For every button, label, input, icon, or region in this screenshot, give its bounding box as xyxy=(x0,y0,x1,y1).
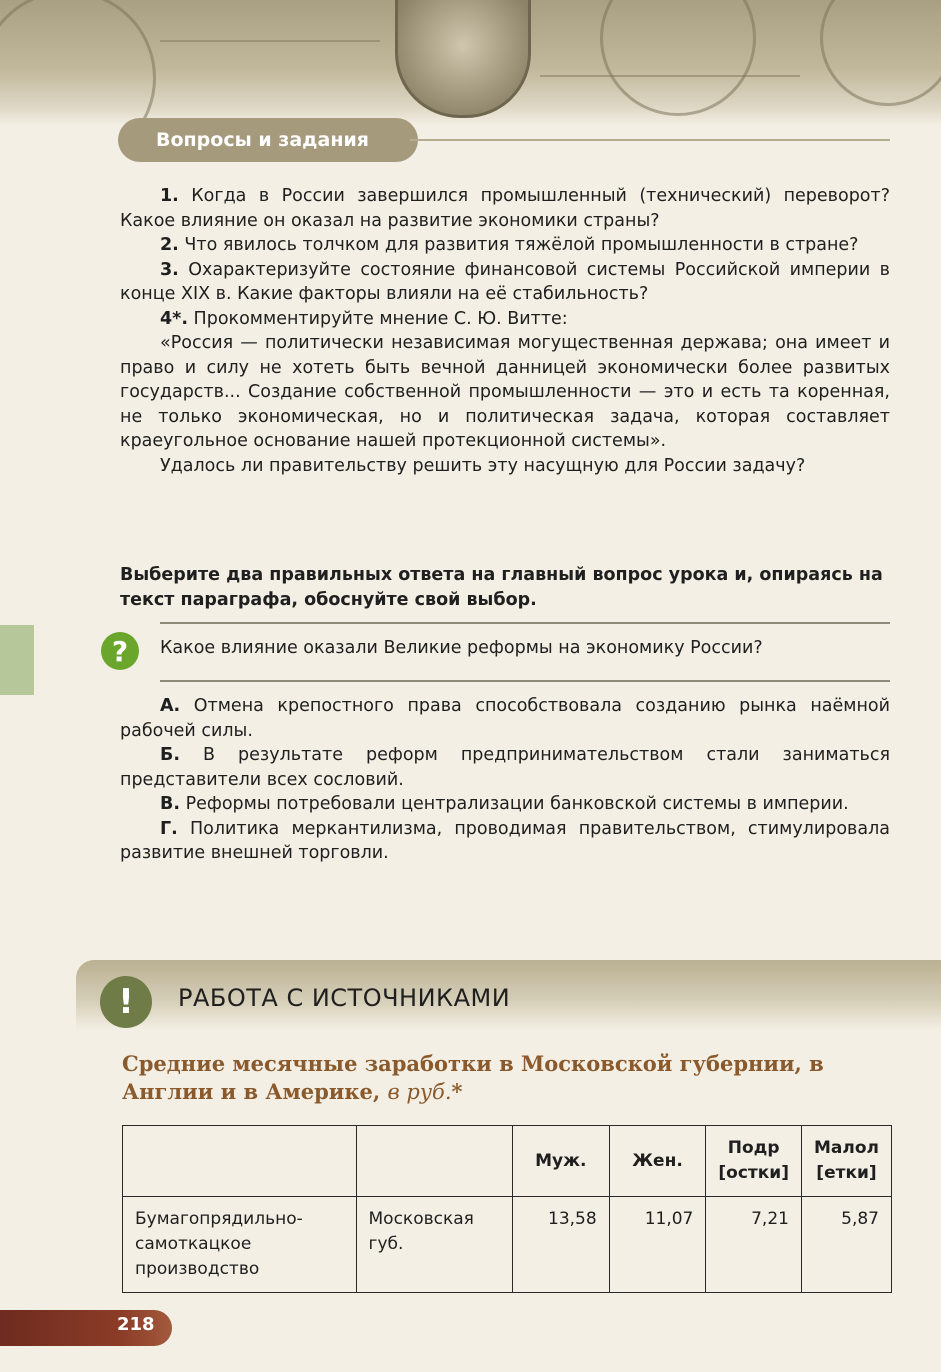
question-item: 3. Охарактеризуйте состояние финансовой системы Российской империи в конце XIX в. Какие факторы влияли на её стабильность? xyxy=(120,259,890,304)
table-header-cell xyxy=(356,1126,512,1197)
table-header-cell: Малол [етки] xyxy=(801,1126,891,1197)
header-divider xyxy=(410,139,890,141)
witte-quote: «Россия — политически независимая могущественная держава; она имеет и право и силу не хотеть быть вечной данницей экономически более развитых государств... Создание собственной промышленности — это и есть та коренная, не только экономическая, но и политическая задача, которая составляет краеугольное основание нашей протекционной системы». xyxy=(120,333,890,451)
table-header-row xyxy=(123,1126,892,1197)
divider xyxy=(160,622,890,624)
task-instruction: Выберите два правильных ответа на главный вопрос урока и, опираясь на текст параграфа, обоснуйте свой выбор. xyxy=(120,565,883,610)
answer-option: А. Отмена крепостного права способствовала созданию рынка наёмной рабочей силы. xyxy=(120,696,890,741)
coin-ornament xyxy=(0,0,156,125)
decor-line xyxy=(540,75,800,77)
table-cell: 13,58 xyxy=(512,1197,609,1293)
sources-title: РАБОТА С ИСТОЧНИКАМИ xyxy=(178,984,511,1012)
coin-ornament xyxy=(600,0,756,116)
main-lesson-question: Какое влияние оказали Великие реформы на экономику России? xyxy=(160,638,763,658)
answer-options xyxy=(120,694,890,866)
divider xyxy=(160,680,890,682)
answer-option: Г. Политика меркантилизма, проводимая правительством, стимулировала развитие внешней торговли. xyxy=(120,818,890,863)
table-title: Средние месячные заработки в Московской губернии, в Англии и в Америке, в руб.* xyxy=(122,1051,824,1104)
table-header-cell: Муж. xyxy=(512,1126,609,1197)
question-item: 2. Что явилось толчком для развития тяжёлой промышленности в стране? xyxy=(160,235,859,255)
table-cell: 5,87 xyxy=(801,1197,891,1293)
decor-line xyxy=(160,40,380,42)
side-tab xyxy=(0,625,34,695)
questions-list xyxy=(120,184,890,478)
followup-question: Удалось ли правительству решить эту насущную для России задачу? xyxy=(160,455,806,476)
answer-option: Б. В результате реформ предпринимательством стали заниматься представители всех сословий. xyxy=(120,745,890,790)
portrait-medallion xyxy=(395,0,531,118)
table-cell: 7,21 xyxy=(706,1197,802,1293)
answer-option: В. Реформы потребовали централизации банковской системы в империи. xyxy=(160,794,849,814)
coin-ornament xyxy=(820,0,941,106)
section-header-questions: Вопросы и задания xyxy=(118,118,418,162)
table-header-cell xyxy=(123,1126,357,1197)
table-cell: Бумагопрядильно-самоткацкое производство xyxy=(123,1197,357,1293)
table-row xyxy=(123,1197,892,1293)
top-banner-illustration xyxy=(0,0,941,125)
table-cell: Московская губ. xyxy=(356,1197,512,1293)
question-icon: ? xyxy=(101,632,139,670)
table-header-cell: Жен. xyxy=(609,1126,706,1197)
wages-table xyxy=(122,1125,892,1293)
page-number: 218 xyxy=(117,1314,155,1335)
question-item: 4*. Прокомментируйте мнение С. Ю. Витте: xyxy=(160,308,568,329)
table-cell: 11,07 xyxy=(609,1197,706,1293)
exclamation-icon: ! xyxy=(100,976,152,1028)
table-header-cell: Подр [остки] xyxy=(706,1126,802,1197)
question-item: 1. Когда в России завершился промышленный (технический) переворот? Какое влияние он оказал на развитие экономики страны? xyxy=(120,186,890,231)
